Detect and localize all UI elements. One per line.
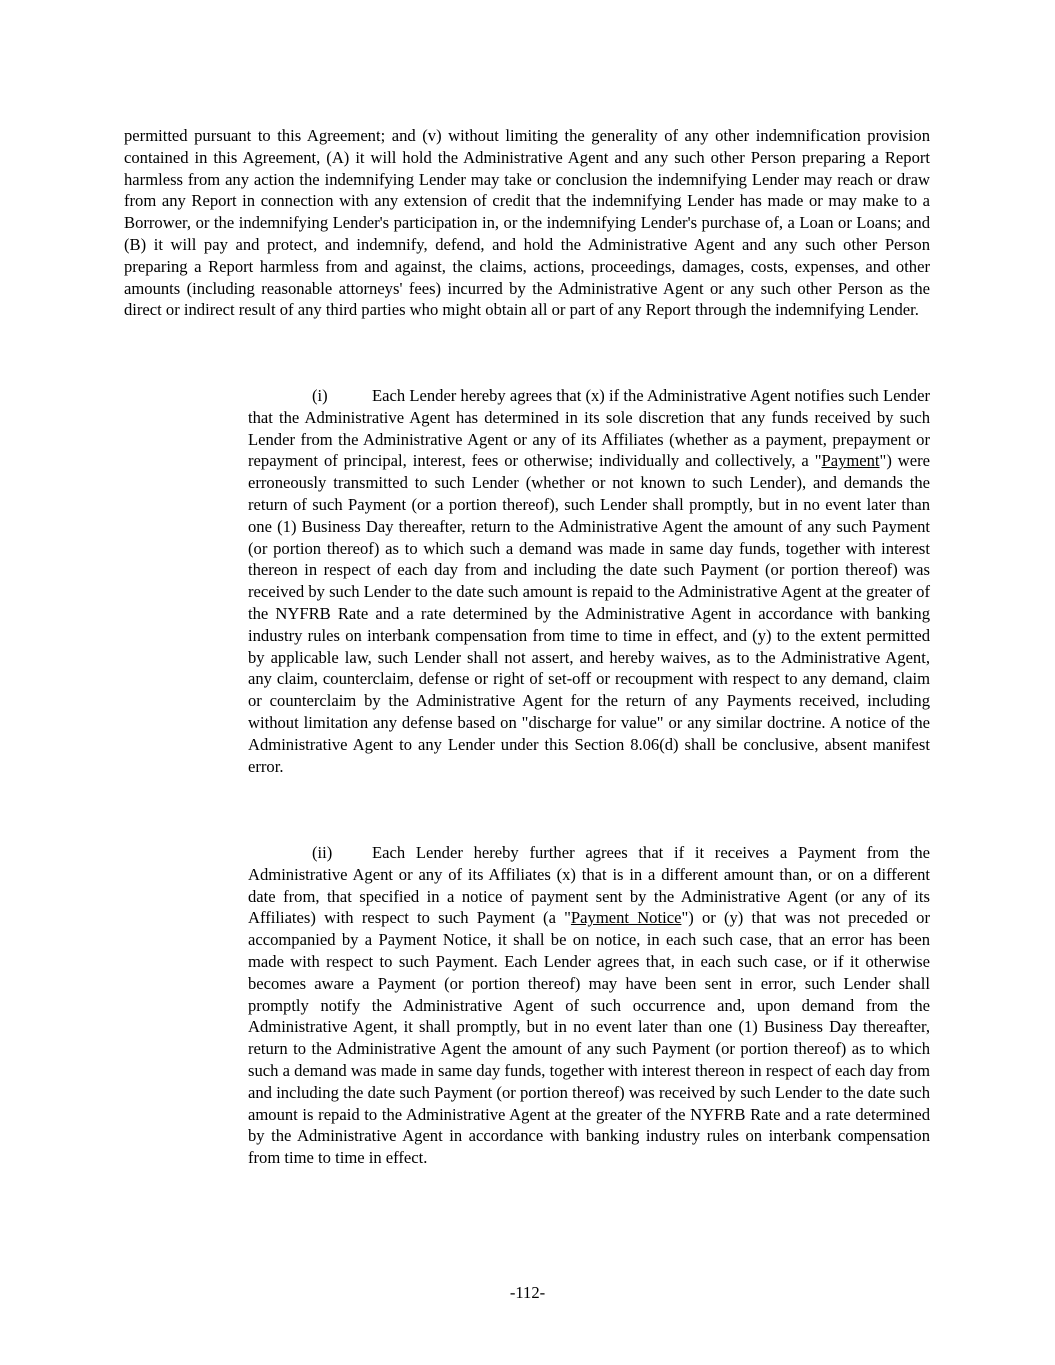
- clause-ii-text-after: ") or (y) that was not preceded or accompanied by a Payment Notice, it shall be on notice, in each such case, that an error has been made with respect to such Payment. Each Lender agrees that, in each such case, or if it otherwise becomes aware a Payment (or portion thereof) may have been sent in error, such Lender shall promptly notify the Administrative Agent of such occurrence and, upon demand from the Administrative Agent, it shall promptly, but in no event later than one (1) Business Day thereafter, return to the Administrative Agent the amount of any such Payment (or portion thereof) as to which such a demand was made in same day funds, together with interest thereon in respect of each day from and including the date such Payment (or portion thereof) was received by such Lender to the date such amount is repaid to the Administrative Agent at the greater of the NYFRB Rate and a rate determined by the Administrative Agent in accordance with banking industry rules on interbank compensation from time to time in effect.: [248, 908, 930, 1168]
- clause-ii-marker: (ii): [312, 843, 333, 862]
- defined-term-payment-notice: Payment Notice: [570, 908, 682, 928]
- clause-ii-text-before: Each Lender hereby further agrees that if it receives a Payment from the Administrative Agent or any of its Affiliates (x) that is in a different amount than, or on a different date from, that specified in a notice of payment sent by the Administrative Agent (or any of its Affiliates) with respect to such Payment (a ": [248, 843, 930, 928]
- clause-ii-paragraph: [248, 842, 930, 1169]
- page-number: -112-: [509, 1283, 546, 1302]
- clause-i-paragraph: [248, 385, 930, 777]
- defined-term-payment: Payment: [821, 451, 880, 471]
- clause-i-text-after: ") were erroneously transmitted to such Lender (whether or not known to such Lender), and demands the return of such Payment (or a portion thereof), such Lender shall promptly, but in no event later than one (1) Business Day thereafter, return to the Administrative Agent the amount of any such Payment (or portion thereof) as to which such a demand was made in same day funds, together with interest thereon in respect of each day from and including the date such Payment (or portion thereof) was received by such Lender to the date such amount is repaid to the Administrative Agent at the greater of the NYFRB Rate and a rate determined by the Administrative Agent in accordance with banking industry rules on interbank compensation from time to time in effect, and (y) to the extent permitted by applicable law, such Lender shall not assert, and hereby waives, as to the Administrative Agent, any claim, counterclaim, defense or right of set-off or recoupment with respect to any demand, claim or counterclaim by the Administrative Agent for the return of any Payments received, including without limitation any defense based on "discharge for value" or any similar doctrine. A notice of the Administrative Agent to any Lender under this Section 8.06(d) shall be conclusive, absent manifest error.: [248, 451, 931, 776]
- intro-paragraph: [124, 125, 930, 321]
- clause-i-text-before: Each Lender hereby agrees that (x) if the Administrative Agent notifies such Lender that the Administrative Agent has determined in its sole discretion that any funds received by such Lender from the Administrative Agent or any of its Affiliates (whether as a payment, prepayment or repayment of principal, interest, fees or otherwise; individually and collectively, a ": [248, 386, 930, 471]
- intro-text: permitted pursuant to this Agreement; and (v) without limiting the generality of any other indemnification provision contained in this Agreement, (A) it will hold the Administrative Agent and any such other Person preparing a Report harmless from any action the indemnifying Lender may take or conclusion the indemnifying Lender may reach or draw from any Report in connection with any extension of credit that the indemnifying Lender has made or may make to a Borrower, or the indemnifying Lender's participation in, or the indemnifying Lender's purchase of, a Loan or Loans; and (B) it will pay and protect, and indemnify, defend, and hold the Administrative Agent and any such other Person preparing a Report harmless from and against, the claims, actions, proceedings, damages, costs, expenses, and other amounts (including reasonable attorneys' fees) incurred by the Administrative Agent or any such other Person as the direct or indirect result of any third parties who might obtain all or part of any Report through the indemnifying Lender.: [124, 126, 930, 320]
- clause-i-marker: (i): [312, 386, 328, 405]
